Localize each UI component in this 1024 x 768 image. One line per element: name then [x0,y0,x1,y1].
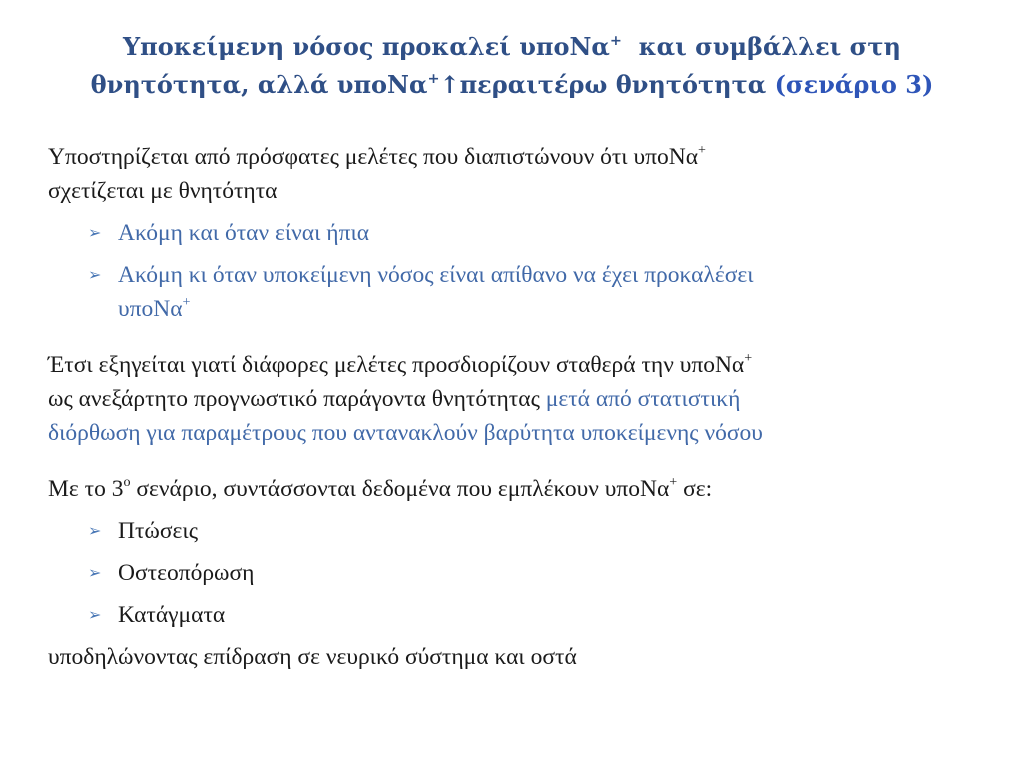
slide-title [20,28,1004,104]
paragraph-text: υποδηλώνοντας επίδραση σε νευρικό σύστημα και οστά [48,644,577,670]
superscript: + [744,350,753,367]
list-item [48,216,1008,250]
bullet-text: Πτώσεις [118,518,199,544]
list-item [48,258,1008,326]
superscript: + [609,32,622,50]
paragraph-text: σε: [677,476,713,502]
bullet-text: Κατάγματα [118,602,226,628]
title-text: και συμβάλλει στη [621,32,901,61]
paragraph-text: Υποστηρίζεται από πρόσφατες μελέτες που διαπιστώνουν ότι υποΝα [48,144,699,170]
bullet-text: Ακόμη και όταν είναι ήπια [118,220,370,246]
title-text: θνητότητα, αλλά υποΝα [90,70,428,99]
bullet-text: υποΝα [118,296,183,322]
paragraph-text: σενάριο, συντάσσονται δεδομένα που εμπλέκουν υποΝα [130,476,670,502]
title-text: Υποκείμενη νόσος προκαλεί υποΝα [123,32,610,61]
title-scenario: (σενάριο 3) [774,70,934,99]
arrow-bullet-icon: ➢ [88,265,102,284]
bullet-text: Οστεοπόρωση [118,560,255,586]
paragraph-text: Έτσι εξηγείται γιατί διάφορες μελέτες προσδιορίζουν σταθερά την υποΝα [48,352,745,378]
superscript: + [182,294,191,311]
paragraph-2 [48,348,1008,450]
closing-line [48,640,1008,674]
list-item [48,556,1008,590]
title-text: ↑περαιτέρω θνητότητα [439,70,775,99]
paragraph-text: σχετίζεται με θνητότητα [48,178,278,204]
paragraph-text: Με το 3 [48,476,124,502]
list-item [48,598,1008,632]
paragraph-highlight: διόρθωση για παραμέτρους που αντανακλούν βαρύτητα υποκείμενης νόσου [48,420,763,446]
arrow-bullet-icon: ➢ [88,223,102,242]
paragraph-highlight: μετά από στατιστική [545,386,741,412]
arrow-bullet-icon: ➢ [88,563,102,582]
arrow-bullet-icon: ➢ [88,521,102,540]
paragraph-3 [48,472,1008,506]
paragraph-text: ως ανεξάρτητο προγνωστικό παράγοντα θνητότητας [48,386,546,412]
superscript: ο [123,474,131,491]
title-line-2 [20,66,1004,104]
list-item [48,514,1008,548]
title-line-1 [20,28,1004,66]
superscript: + [427,70,440,88]
paragraph-1 [48,140,1008,208]
slide-body [48,140,1008,674]
superscript: + [669,474,678,491]
bullet-text: Ακόμη κι όταν υποκείμενη νόσος είναι απίθανο να έχει προκαλέσει [118,262,754,288]
arrow-bullet-icon: ➢ [88,605,102,624]
superscript: + [698,142,706,159]
